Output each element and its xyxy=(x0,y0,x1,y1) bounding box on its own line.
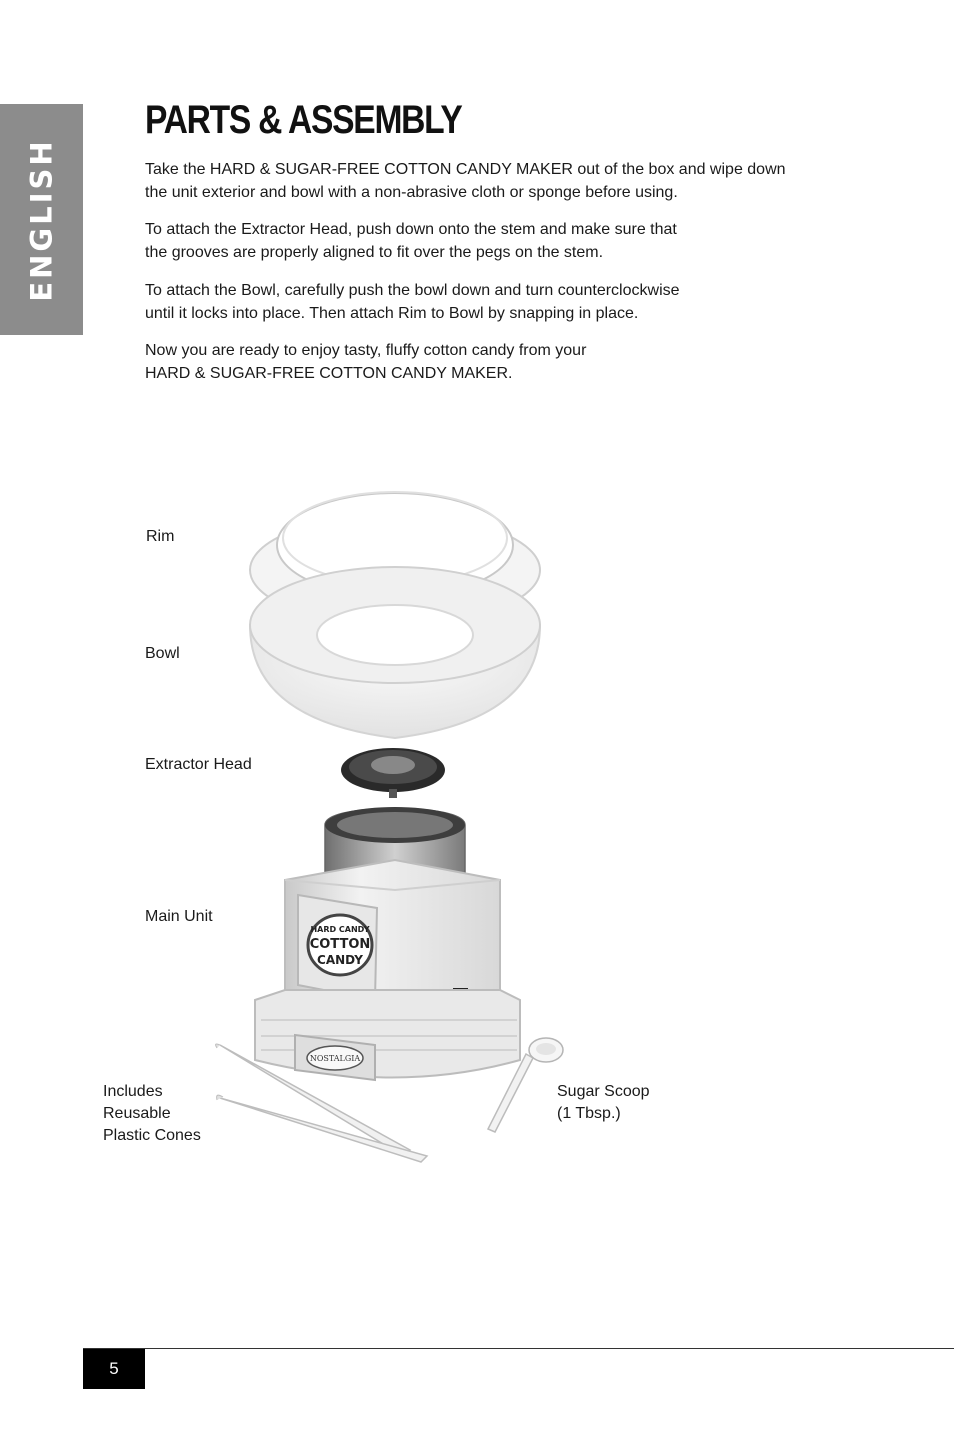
label-main-unit: Main Unit xyxy=(145,908,213,925)
page-title: PARTS & ASSEMBLY xyxy=(145,98,462,142)
label-rim: Rim xyxy=(146,528,175,545)
paragraph-line: the unit exterior and bowl with a non-abrasive cloth or sponge before using. xyxy=(145,183,678,201)
paragraph-line: the grooves are properly aligned to fit over the pegs on the stem. xyxy=(145,243,604,261)
badge-text-line: HARD CANDY xyxy=(310,925,370,934)
label-bowl: Bowl xyxy=(145,645,180,662)
paragraph-intro xyxy=(145,159,825,204)
label-line: (1 Tbsp.) xyxy=(557,1105,621,1122)
plate-text: NOSTALGIA xyxy=(309,1054,361,1063)
paragraph-line: Take the HARD & SUGAR-FREE COTTON CANDY MAKER out of the box and wipe down xyxy=(145,161,786,178)
paragraph-extractor xyxy=(145,219,825,264)
language-tab xyxy=(0,104,83,335)
main-unit-part xyxy=(255,807,520,1080)
paragraph-line: HARD & SUGAR-FREE COTTON CANDY MAKER. xyxy=(145,364,513,382)
label-line: Includes xyxy=(103,1083,163,1100)
label-line: Reusable xyxy=(103,1105,171,1122)
paragraph-line: Now you are ready to enjoy tasty, fluffy cotton candy from your xyxy=(145,342,587,359)
label-line: Plastic Cones xyxy=(103,1127,201,1144)
bowl-part xyxy=(250,567,540,738)
page-number-label: 5 xyxy=(109,1359,119,1378)
label-cones xyxy=(103,1081,201,1147)
badge-text-line: CANDY xyxy=(317,953,363,967)
label-line: Sugar Scoop xyxy=(557,1083,650,1100)
label-extractor-head: Extractor Head xyxy=(145,756,252,773)
footer-rule xyxy=(83,1348,954,1349)
paragraph-bowl xyxy=(145,280,825,325)
language-tab-label: ENGLISH xyxy=(24,137,59,302)
page-number xyxy=(83,1349,145,1389)
paragraph-line: until it locks into place. Then attach Rim to Bowl by snapping in place. xyxy=(145,304,639,322)
extractor-head-part xyxy=(341,748,445,798)
cotton-candy-maker-illustration xyxy=(195,480,595,1170)
paragraph-ready xyxy=(145,340,825,385)
paragraph-line: To attach the Extractor Head, push down onto the stem and make sure that xyxy=(145,221,677,238)
paragraph-line: To attach the Bowl, carefully push the bowl down and turn counterclockwise xyxy=(145,282,680,299)
badge-text-line: COTTON xyxy=(309,937,371,952)
